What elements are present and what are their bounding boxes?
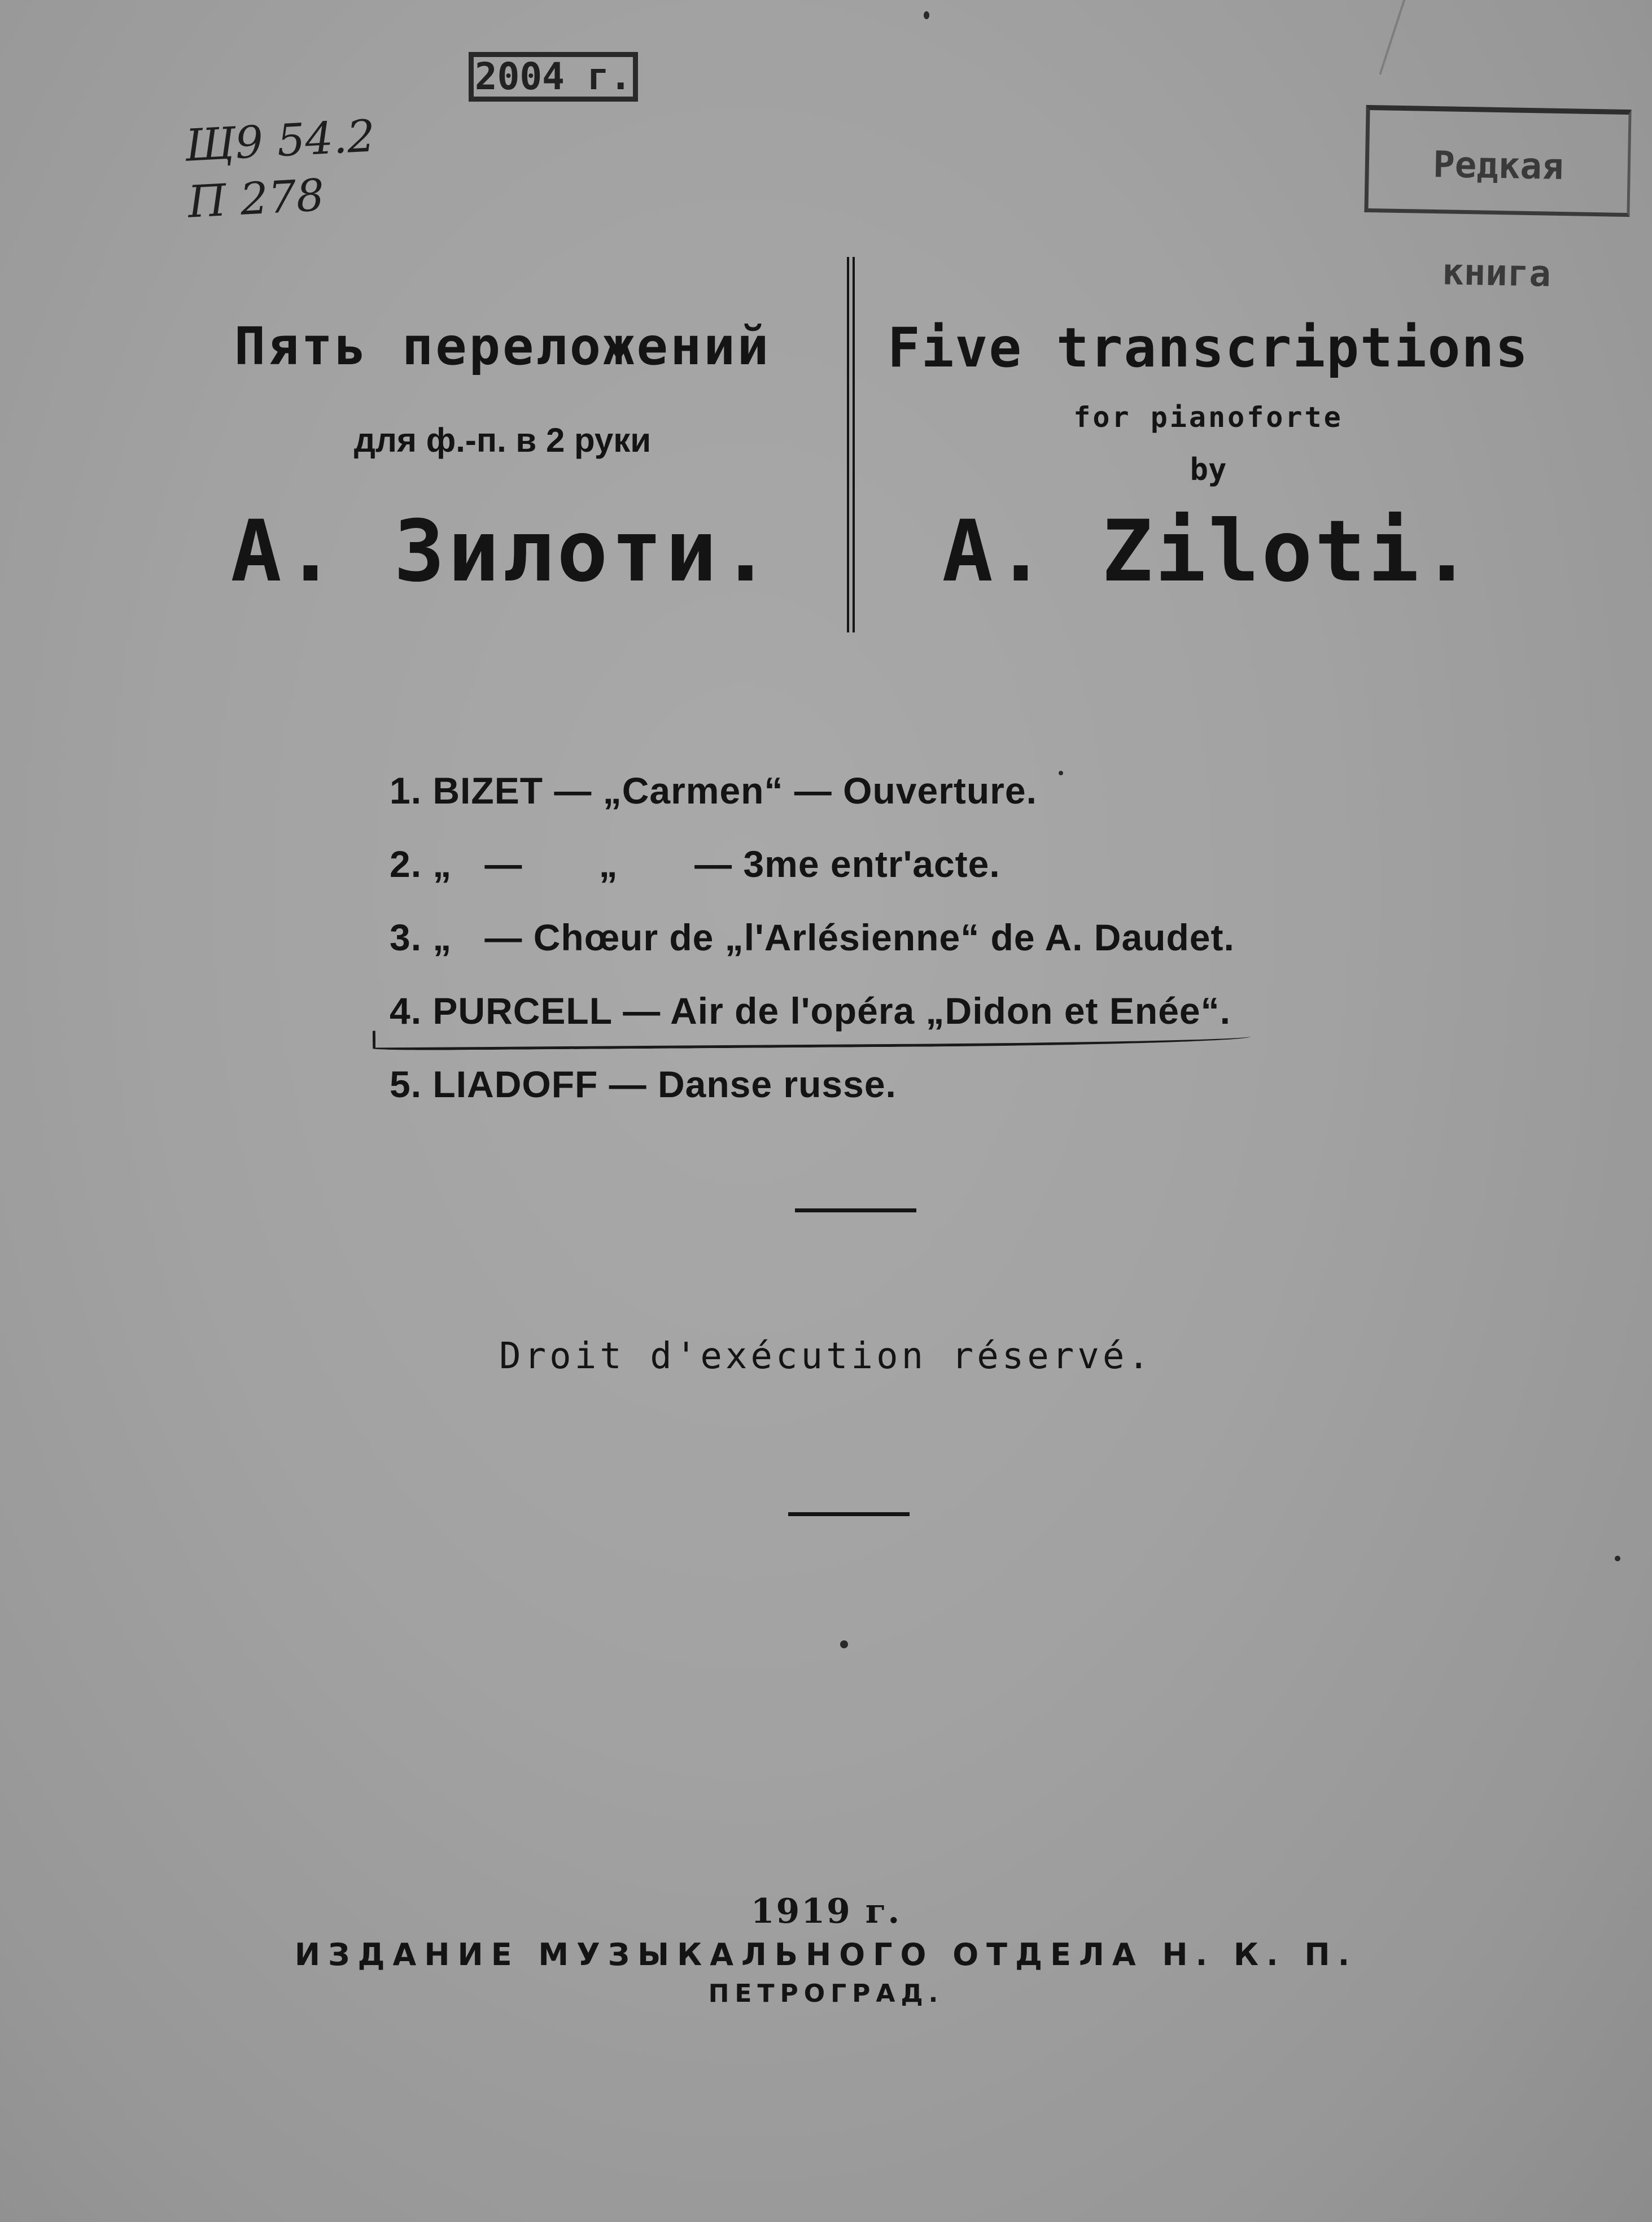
pencil-mark [1379, 0, 1491, 103]
list-item: 5. LIADOFF — Danse russe. [390, 1063, 897, 1105]
contents-list [390, 754, 1235, 1121]
separator-rule [788, 1512, 910, 1516]
subtitle-russian: для ф.-п. в 2 руки [353, 421, 652, 459]
imprint-year: 1919 г. [750, 1892, 902, 1931]
shelfmark-line-1: Щ9 54.2 [183, 111, 377, 172]
shelfmark [183, 108, 379, 230]
list-item: 2. „ — „ — 3me entr'acte. [390, 843, 1000, 885]
year-stamp: 2004 г. [469, 52, 638, 102]
author-russian: А. Зилоти. [230, 503, 775, 601]
by-english: by [1190, 452, 1227, 487]
imprint-publisher: ИЗДАНИЕ МУЗЫКАЛЬНОГО ОТДЕЛА Н. К. П. [294, 1937, 1358, 1972]
paper-speck [924, 11, 929, 19]
author-english: A. Ziloti. [942, 503, 1475, 601]
subtitle-english: for pianoforte [1073, 401, 1343, 434]
rights-notice: Droit d'exécution réservé. [499, 1335, 1153, 1377]
paper-speck [840, 1640, 848, 1648]
imprint-city: ПЕТРОГРАД. [708, 1979, 944, 2008]
title-russian: Пять переложений [234, 316, 771, 377]
paper-speck [1059, 771, 1063, 775]
separator-rule [795, 1208, 916, 1212]
list-item: 4. PURCELL — Air de l'opéra „Didon et Enée“. [390, 990, 1231, 1032]
shelfmark-line-2: П 278 [186, 170, 326, 228]
rare-book-stamp: Редкая книга [1364, 105, 1631, 217]
title-english: Five transcriptions [887, 316, 1529, 379]
list-item: 3. „ — Chœur de „l'Arlésienne“ de A. Daudet. [390, 916, 1235, 958]
list-item: 1. BIZET — „Carmen“ — Ouverture. [390, 770, 1037, 811]
paper-speck [1615, 1556, 1620, 1561]
header-divider [847, 257, 855, 632]
